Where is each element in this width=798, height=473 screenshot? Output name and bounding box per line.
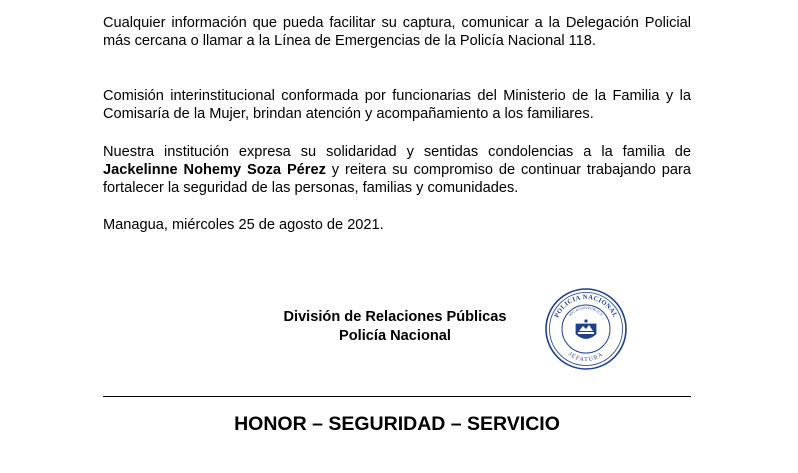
police-seal-icon [544,287,628,371]
seal-inner-text: RELACION PUBLICA [568,305,604,317]
signature-division: División de Relaciones Públicas [283,309,507,325]
footer-divider [103,396,691,397]
paragraph-condolences [103,143,691,197]
paragraph-commission: Comisión interinstitucional conformada por funcionarias del Ministerio de la Familia y la Comisaría de la Mujer, brindan atención y acompañamiento a los familiares. [103,88,691,122]
date-line: Managua, miércoles 25 de agosto de 2021. [103,217,384,233]
victim-name: Jackelinne Nohemy Soza Pérez [103,162,326,178]
seal-bottom-text: JEFATURA [566,351,606,364]
footer-motto: HONOR – SEGURIDAD – SERVICIO [234,413,560,435]
seal-top-text: POLICIA NACIONAL [553,293,619,320]
signature-institution: Policía Nacional [339,328,451,344]
condolences-text-before: Nuestra institución expresa su solidaridad y sentidas condolencias a la familia de [103,144,691,160]
paragraph-capture-info: Cualquier información que pueda facilitar su captura, comunicar a la Delegación Policial más cercana o llamar a la Línea de Emergencias de la Policía Nacional 118. [103,15,691,49]
condolences-text-after: y reitera su compromiso de continuar trabajando para fortalecer la seguridad de las personas, familias y comunidades. [103,162,691,196]
